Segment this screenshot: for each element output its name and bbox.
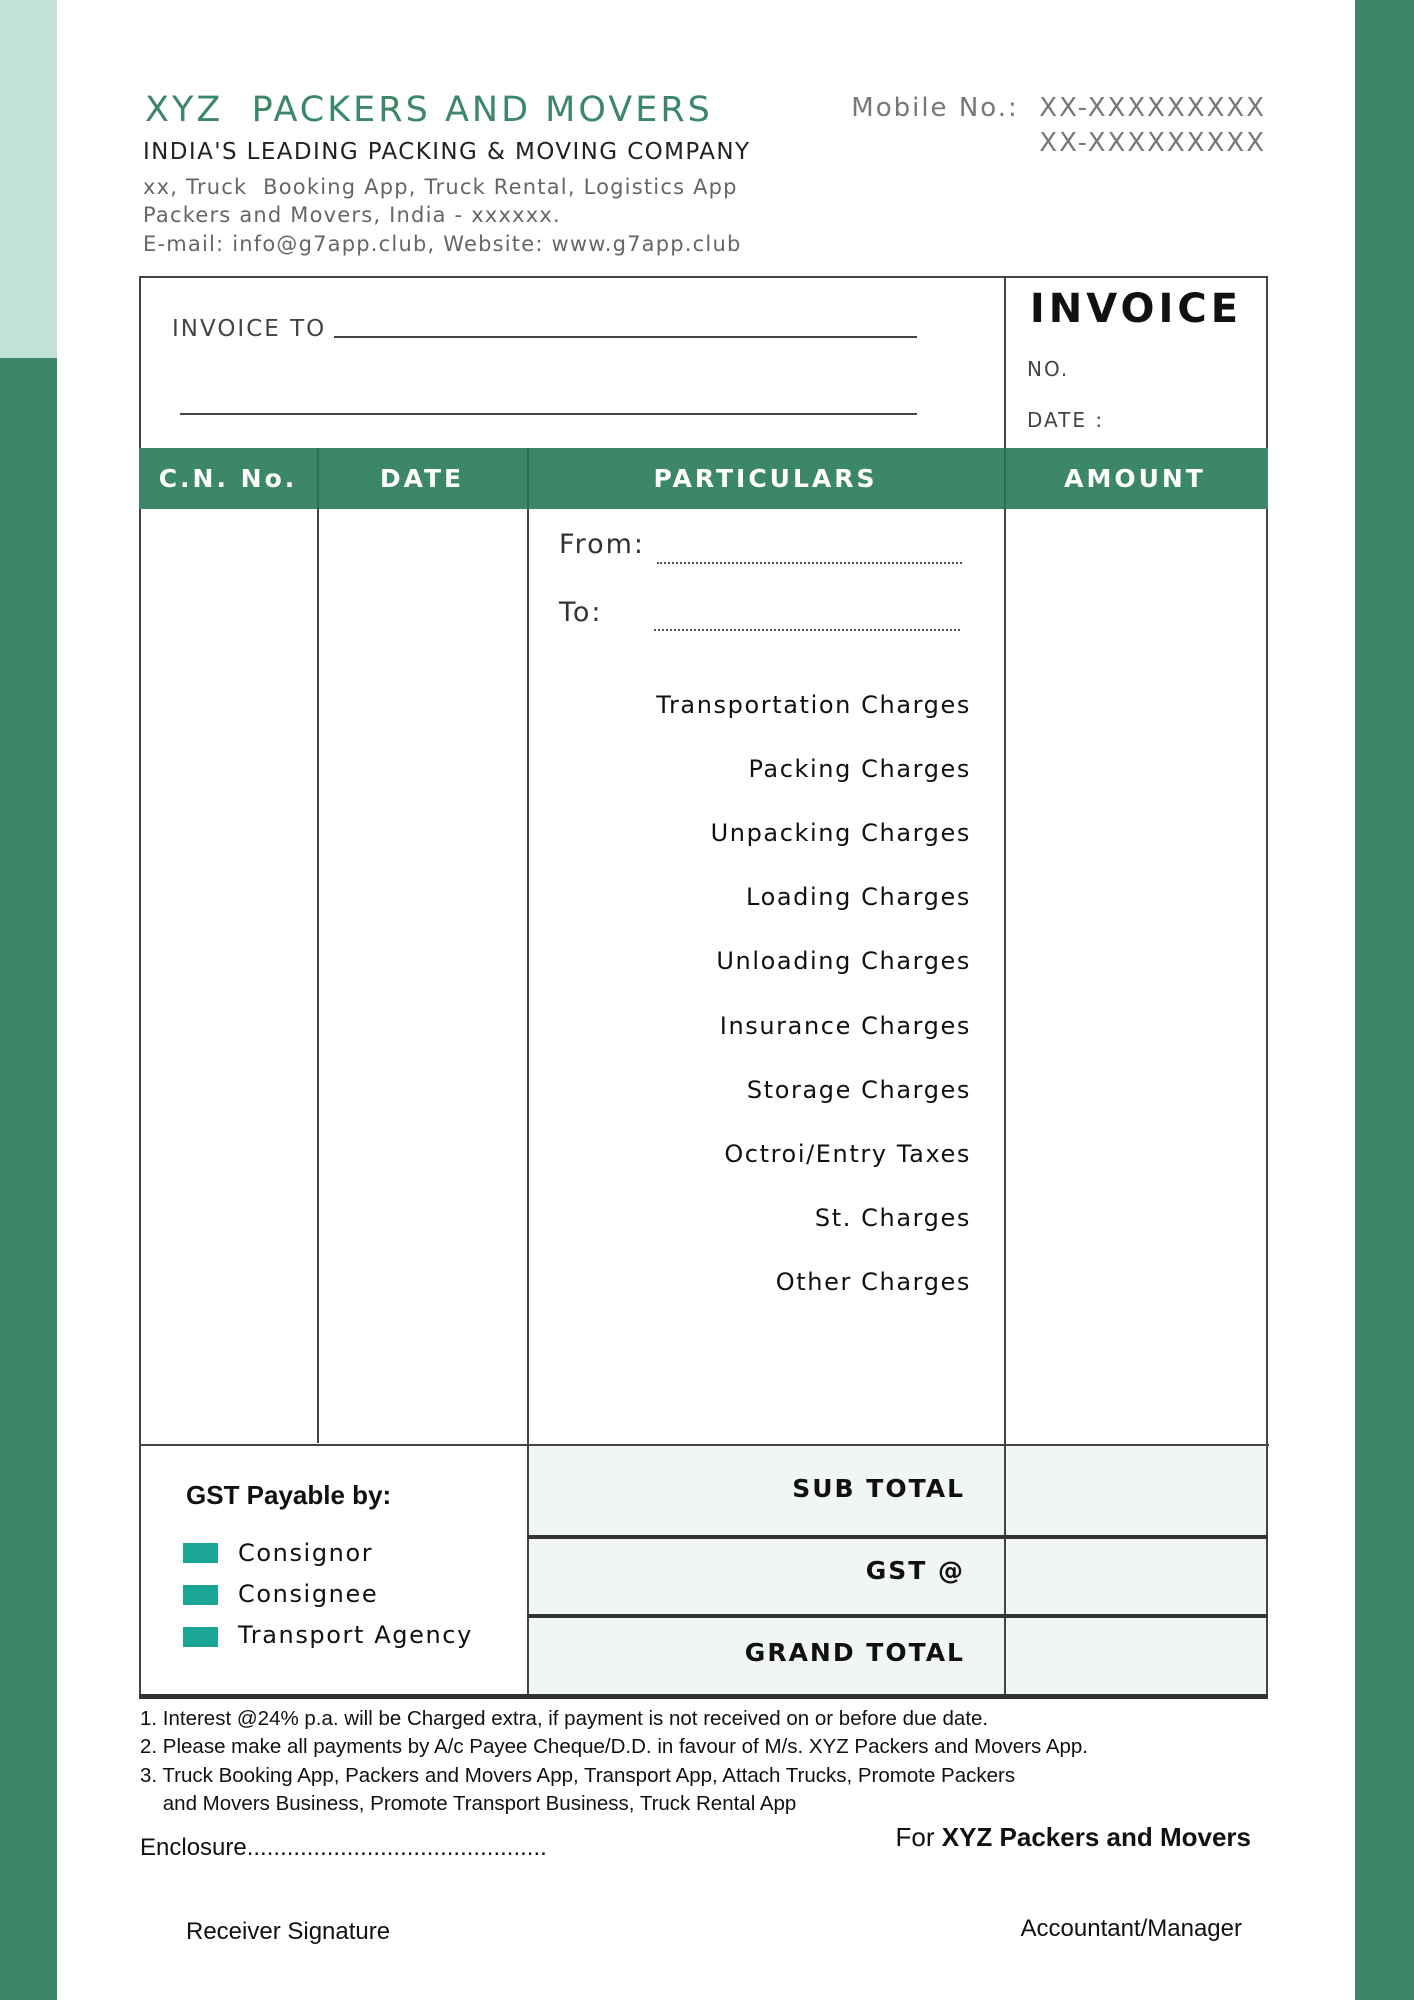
invoice-to-label: INVOICE TO — [172, 316, 327, 342]
charge-item: St. Charges — [814, 1204, 971, 1232]
mobile-numbers — [851, 93, 1266, 123]
terms-note: and Movers Business, Promote Transport Business, Truck Rental App — [140, 1792, 797, 1815]
company-address-line-2: Packers and Movers, India - xxxxxx. — [143, 203, 561, 227]
to-label: To: — [559, 597, 603, 628]
terms-note: 2. Please make all payments by A/c Payee Cheque/D.D. in favour of M/s. XYZ Packers and Movers App. — [140, 1735, 1089, 1758]
charge-item: Unloading Charges — [716, 947, 971, 975]
left-accent-band-dark — [0, 358, 57, 2000]
charge-item: Insurance Charges — [719, 1012, 971, 1040]
charge-item: Other Charges — [775, 1268, 971, 1296]
consignee-label: Consignee — [238, 1580, 379, 1608]
terms-note: 3. Truck Booking App, Packers and Movers App, Transport App, Attach Trucks, Promote Packers — [140, 1764, 1016, 1787]
frame-top-border — [139, 276, 1268, 278]
mobile-label: Mobile No.: — [851, 93, 1019, 123]
column-header-date: DATE — [379, 464, 465, 493]
accountant-manager-label: Accountant/Manager — [1020, 1915, 1242, 1942]
consignee-checkbox[interactable] — [183, 1585, 218, 1605]
totals-bottom-border — [139, 1694, 1268, 1699]
header-divider-1 — [317, 448, 319, 509]
gst-label: GST @ — [865, 1556, 965, 1585]
company-address-line-1: xx, Truck Booking App, Truck Rental, Logistics App — [143, 175, 738, 199]
left-accent-band-light — [0, 0, 57, 358]
terms-note: 1. Interest @24% p.a. will be Charged extra, if payment is not received on or before due date. — [140, 1707, 989, 1730]
charge-item: Transportation Charges — [656, 691, 971, 719]
invoice-title: INVOICE — [1029, 286, 1243, 332]
charge-item: Storage Charges — [746, 1076, 971, 1104]
charge-item: Loading Charges — [746, 883, 971, 911]
sub-total-value-cell[interactable] — [1006, 1446, 1266, 1535]
column-header-cn-no: C.N. No. — [158, 464, 298, 493]
right-accent-band — [1355, 0, 1414, 2000]
mobile-number-1: XX-XXXXXXXXX — [1039, 93, 1266, 123]
charge-item: Unpacking Charges — [710, 819, 971, 847]
company-name: XYZ PACKERS AND MOVERS — [145, 90, 713, 130]
sub-total-label: SUB TOTAL — [792, 1474, 965, 1503]
gst-value-cell[interactable] — [1006, 1539, 1266, 1615]
invoice-to-line-2[interactable] — [180, 413, 917, 415]
for-company-line — [896, 1822, 1252, 1853]
header-divider-3 — [1004, 448, 1006, 509]
for-company-name: XYZ Packers and Movers — [941, 1822, 1251, 1852]
invoice-number-label: NO. — [1027, 357, 1070, 381]
consignor-label: Consignor — [238, 1539, 374, 1567]
company-tagline: INDIA'S LEADING PACKING & MOVING COMPANY — [143, 139, 751, 165]
mobile-number-2: XX-XXXXXXXXX — [1039, 128, 1266, 158]
invoice-to-line-1[interactable] — [334, 336, 917, 338]
grand-total-value-cell[interactable] — [1006, 1618, 1266, 1695]
invoice-date-label: DATE : — [1027, 408, 1105, 432]
to-field[interactable] — [654, 629, 960, 631]
grand-total-label: GRAND TOTAL — [744, 1638, 965, 1667]
header-divider-2 — [527, 448, 529, 509]
receiver-signature-label: Receiver Signature — [186, 1918, 391, 1945]
for-prefix: For — [895, 1822, 942, 1852]
company-contact-line: E-mail: info@g7app.club, Website: www.g7app.club — [143, 232, 742, 256]
enclosure-line: Enclosure............................................. — [140, 1834, 547, 1861]
from-field[interactable] — [657, 562, 962, 564]
gst-payable-title: GST Payable by: — [186, 1480, 392, 1510]
charge-item: Packing Charges — [748, 755, 971, 783]
column-header-particulars: PARTICULARS — [653, 464, 878, 493]
date-column-divider — [317, 509, 319, 1443]
charge-item: Octroi/Entry Taxes — [724, 1140, 971, 1168]
column-header-amount: AMOUNT — [1064, 464, 1206, 493]
from-label: From: — [559, 529, 645, 560]
consignor-checkbox[interactable] — [183, 1543, 218, 1563]
transport-agency-checkbox[interactable] — [183, 1627, 218, 1647]
transport-agency-label: Transport Agency — [238, 1621, 473, 1649]
